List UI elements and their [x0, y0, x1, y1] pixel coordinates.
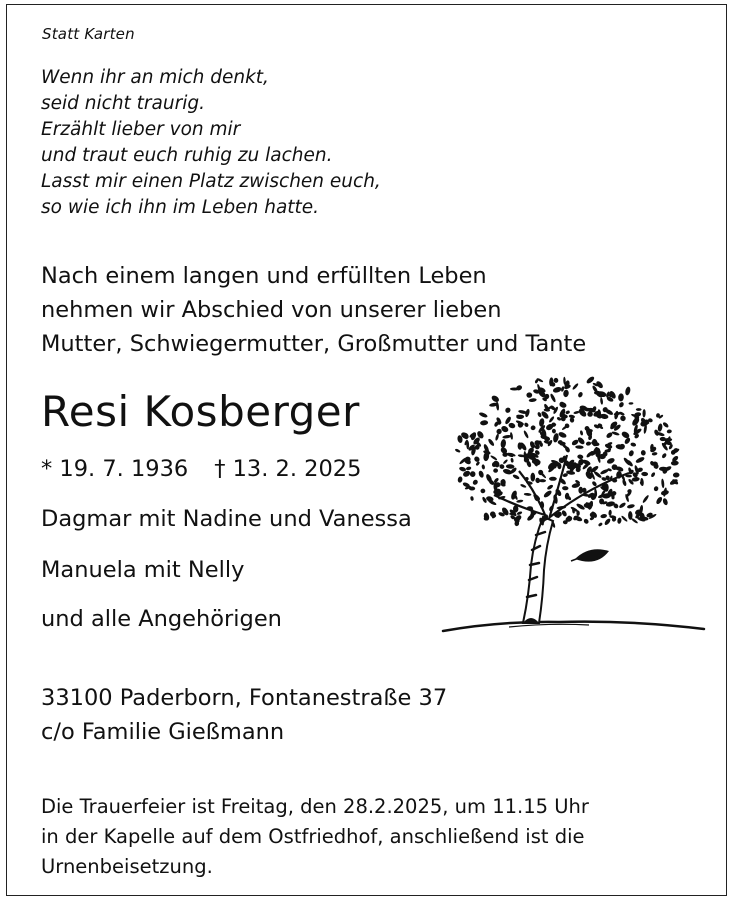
mourner-line: Manuela mit Nelly: [41, 557, 245, 583]
ceremony-line: Urnenbeisetzung.: [41, 855, 213, 878]
poem-line: Wenn ihr an mich denkt,: [41, 67, 269, 88]
ceremony-line: Die Trauerfeier ist Freitag, den 28.2.2025, um 11.15 Uhr: [41, 795, 589, 818]
ceremony-line: in der Kapelle auf dem Ostfriedhof, anschließend ist die: [41, 825, 585, 848]
intro-line: nehmen wir Abschied von unserer lieben: [41, 297, 502, 323]
tree-icon: [439, 375, 709, 643]
obituary-notice: [6, 4, 727, 896]
intro-line: Mutter, Schwiegermutter, Großmutter und Tante: [41, 331, 587, 357]
header-note: Statt Karten: [42, 25, 135, 43]
poem-line: seid nicht traurig.: [41, 93, 205, 114]
ceremony-info: [41, 792, 589, 882]
address-line: 33100 Paderborn, Fontanestraße 37: [41, 685, 448, 711]
birth-date: * 19. 7. 1936: [41, 456, 189, 482]
address-line: c/o Familie Gießmann: [41, 719, 285, 745]
poem-line: Lasst mir einen Platz zwischen euch,: [41, 171, 381, 192]
deceased-name: Resi Kosberger: [41, 387, 360, 436]
death-date: † 13. 2. 2025: [214, 456, 362, 482]
intro-text: [41, 259, 586, 361]
mourner-line: Dagmar mit Nadine und Vanessa: [41, 506, 412, 532]
address: [41, 681, 447, 749]
life-dates: [41, 452, 361, 486]
poem-line: Erzählt lieber von mir: [41, 119, 241, 140]
mourner-line: und alle Angehörigen: [41, 606, 282, 632]
poem-line: und traut euch ruhig zu lachen.: [41, 145, 333, 166]
intro-line: Nach einem langen und erfüllten Leben: [41, 263, 487, 289]
poem-line: so wie ich ihn im Leben hatte.: [41, 197, 320, 218]
poem: [41, 65, 381, 221]
